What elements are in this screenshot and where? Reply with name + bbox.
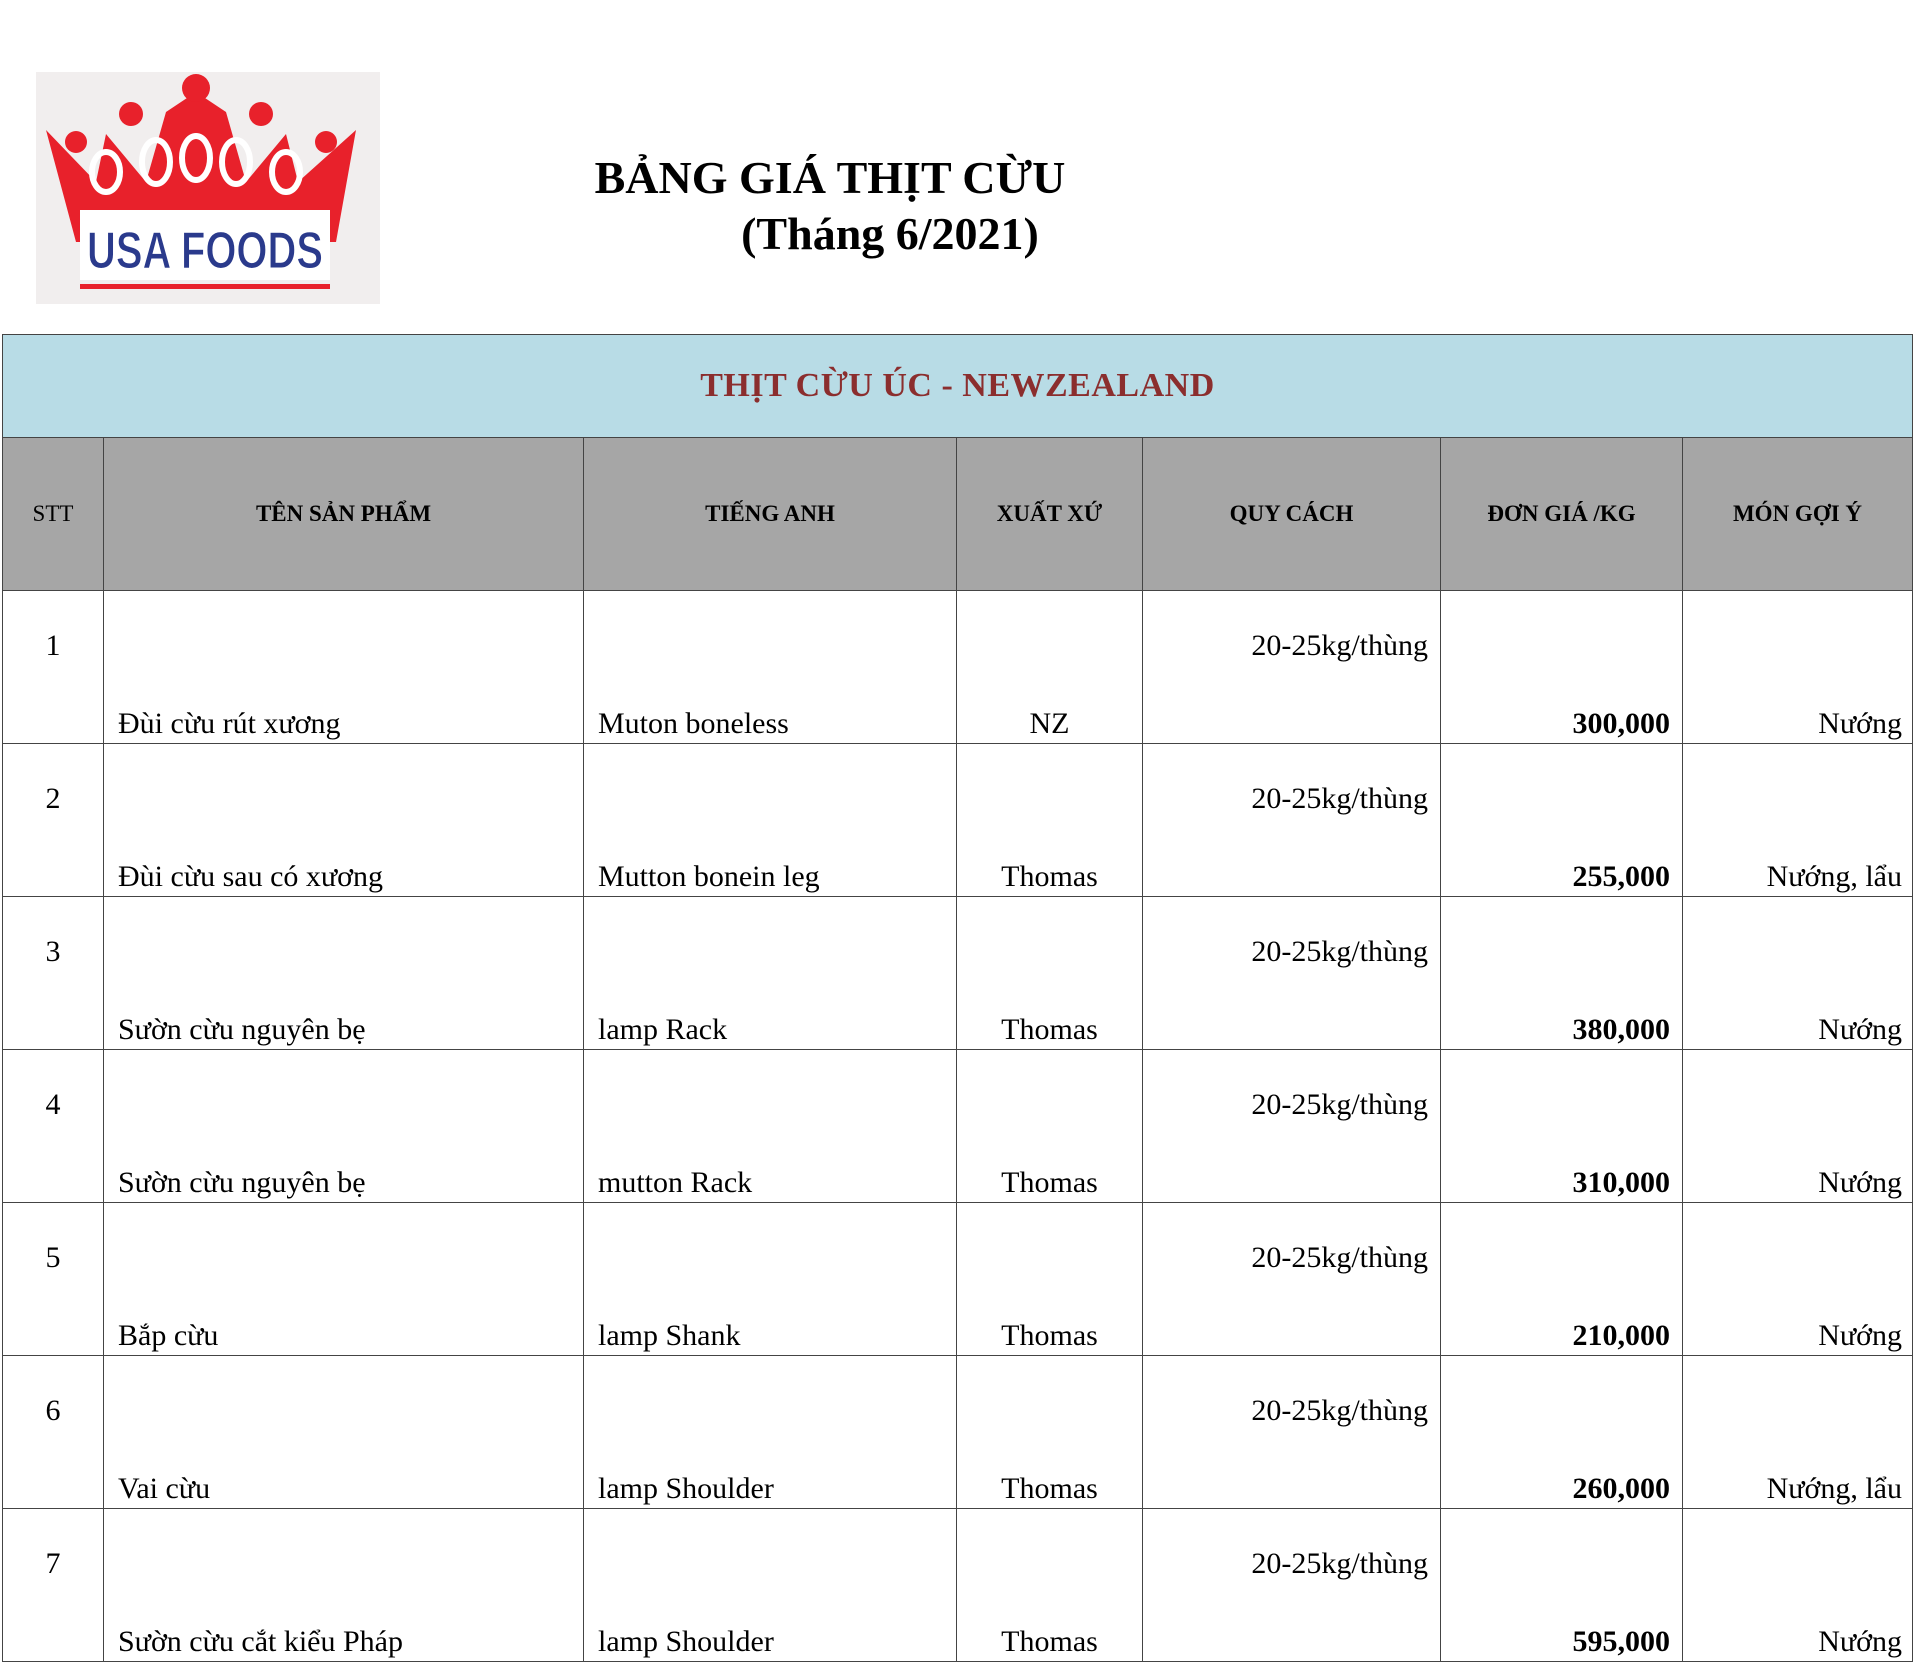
row-stt: 2 [3,744,104,897]
table-body [3,591,1913,1662]
row-price: 380,000 [1572,1013,1670,1046]
row-suggested-dish-cell [1683,591,1913,744]
row-product-name-cell [104,1509,584,1662]
row-price: 260,000 [1572,1472,1670,1505]
row-spec: 20-25kg/thùng [1251,935,1428,968]
row-product-name-cell [104,744,584,897]
row-english-name-cell [584,1509,957,1662]
row-spec: 20-25kg/thùng [1251,1547,1428,1580]
document-title-block [560,150,1220,262]
row-spec: 20-25kg/thùng [1251,782,1428,815]
row-price: 210,000 [1572,1319,1670,1352]
row-english-name-cell [584,1203,957,1356]
row-price-cell [1441,1356,1683,1509]
row-english-name-cell [584,1050,957,1203]
row-suggested-dish-cell [1683,1203,1913,1356]
row-product-name: Sườn cừu nguyên bẹ [118,1013,366,1046]
row-spec: 20-25kg/thùng [1251,1394,1428,1427]
col-header-price: ĐƠN GIÁ /KG [1441,438,1683,591]
usa-foods-logo [36,72,380,304]
row-origin-cell [957,591,1143,744]
row-origin: Thomas [1001,1013,1098,1046]
row-origin: Thomas [1001,1319,1098,1352]
col-header-english: TIẾNG ANH [584,438,957,591]
row-stt: 1 [3,591,104,744]
page-title: BẢNG GIÁ THỊT CỪU [594,152,1066,203]
row-stt: 3 [3,897,104,1050]
row-suggested-dish-cell [1683,1050,1913,1203]
row-spec-cell [1143,1356,1441,1509]
table-row [3,744,1913,897]
row-suggested-dish-cell [1683,897,1913,1050]
row-origin-cell [957,1356,1143,1509]
row-product-name: Sườn cừu cắt kiểu Pháp [118,1625,403,1658]
table-row [3,1509,1913,1662]
row-suggested-dish: Nướng, lẩu [1766,1472,1903,1505]
row-english-name: mutton Rack [598,1166,753,1199]
col-header-dish: MÓN GỢI Ý [1683,438,1913,591]
row-price: 310,000 [1572,1166,1670,1199]
row-product-name-cell [104,1356,584,1509]
row-product-name: Sườn cừu nguyên bẹ [118,1166,366,1199]
row-product-name-cell [104,1203,584,1356]
col-header-stt: STT [3,438,104,591]
row-price: 595,000 [1572,1625,1670,1658]
row-price: 300,000 [1572,707,1670,740]
table-row [3,591,1913,744]
row-english-name-cell [584,1356,957,1509]
row-english-name-cell [584,744,957,897]
row-spec: 20-25kg/thùng [1251,629,1428,662]
row-suggested-dish: Nướng [1818,1013,1903,1046]
row-suggested-dish-cell [1683,1356,1913,1509]
row-english-name-cell [584,897,957,1050]
row-suggested-dish: Nướng [1818,1319,1903,1352]
page-subtitle: (Tháng 6/2021) [741,208,1039,259]
row-spec-cell [1143,1050,1441,1203]
row-origin-cell [957,1050,1143,1203]
row-suggested-dish: Nướng [1818,1166,1903,1199]
row-english-name: lamp Rack [598,1013,728,1046]
row-price-cell [1441,591,1683,744]
row-product-name: Đùi cừu sau có xương [118,860,384,893]
row-product-name: Đùi cừu rút xương [118,707,341,740]
row-spec-cell [1143,1509,1441,1662]
row-english-name: lamp Shoulder [598,1472,774,1505]
row-price-cell [1441,897,1683,1050]
row-spec: 20-25kg/thùng [1251,1241,1428,1274]
row-product-name: Bắp cừu [118,1319,219,1352]
row-english-name: lamp Shoulder [598,1625,774,1658]
row-suggested-dish: Nướng, lẩu [1766,860,1903,893]
col-header-origin: XUẤT XỨ [957,438,1143,591]
section-header-row [3,335,1913,438]
col-header-name: TÊN SẢN PHẨM [104,438,584,591]
row-origin: Thomas [1001,860,1098,893]
row-price-cell [1441,744,1683,897]
row-product-name: Vai cừu [118,1472,211,1505]
row-origin: Thomas [1001,1166,1098,1199]
row-price: 255,000 [1572,860,1670,893]
row-origin-cell [957,897,1143,1050]
row-stt: 5 [3,1203,104,1356]
row-english-name: lamp Shank [598,1319,741,1352]
row-english-name: Mutton bonein leg [598,860,820,893]
table-row [3,1050,1913,1203]
row-suggested-dish: Nướng [1818,707,1903,740]
row-origin: Thomas [1001,1625,1098,1658]
table-row [3,1356,1913,1509]
row-stt: 7 [3,1509,104,1662]
row-origin: NZ [1029,707,1070,740]
row-price-cell [1441,1509,1683,1662]
row-english-name-cell [584,591,957,744]
column-header-row [3,438,1913,591]
row-price-cell [1441,1050,1683,1203]
logo-text: USA FOODS [87,222,323,280]
row-suggested-dish: Nướng [1818,1625,1903,1658]
row-spec-cell [1143,1203,1441,1356]
section-title: THỊT CỪU ÚC - NEWZEALAND [3,335,1913,438]
row-spec: 20-25kg/thùng [1251,1088,1428,1121]
row-spec-cell [1143,744,1441,897]
row-origin-cell [957,1509,1143,1662]
col-header-spec: QUY CÁCH [1143,438,1441,591]
price-table [2,334,1913,1662]
row-spec-cell [1143,897,1441,1050]
row-product-name-cell [104,1050,584,1203]
row-english-name: Muton boneless [598,707,789,740]
row-product-name-cell [104,591,584,744]
row-product-name-cell [104,897,584,1050]
row-stt: 6 [3,1356,104,1509]
row-stt: 4 [3,1050,104,1203]
row-price-cell [1441,1203,1683,1356]
crown-icon [36,72,380,304]
row-spec-cell [1143,591,1441,744]
row-suggested-dish-cell [1683,1509,1913,1662]
row-origin-cell [957,1203,1143,1356]
table-row [3,1203,1913,1356]
table-row [3,897,1913,1050]
row-origin-cell [957,744,1143,897]
row-suggested-dish-cell [1683,744,1913,897]
row-origin: Thomas [1001,1472,1098,1505]
